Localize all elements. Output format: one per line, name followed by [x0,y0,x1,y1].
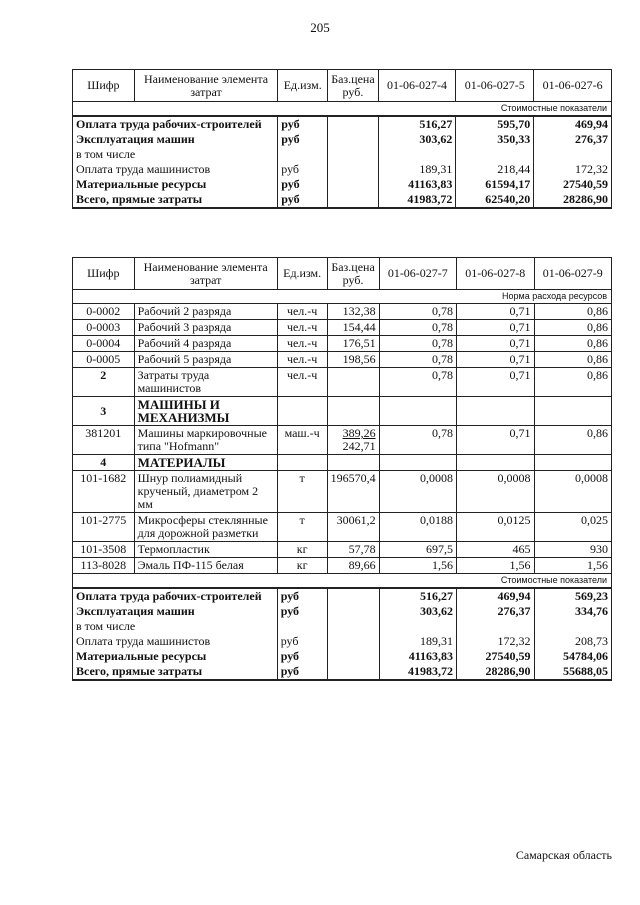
row-value-3: 0,86 [534,426,611,455]
row-price [327,649,379,664]
row-code: 0-0005 [73,352,135,368]
row-price [328,177,378,192]
row-name: Затраты труда машинистов [134,368,277,397]
row-price [327,634,379,649]
row-value-1: 0,78 [379,320,456,336]
row-value-3: 334,76 [534,604,611,619]
row-value-1: 303,62 [379,604,456,619]
row-value-1: 189,31 [379,634,456,649]
header-col-1: 01-06-027-7 [379,258,456,290]
row-name: Оплата труда рабочих-строителей [73,116,278,132]
row-value-3 [534,619,611,634]
band-label: Стоимостные показатели [73,102,612,117]
header-col-2: 01-06-027-8 [457,258,534,290]
row-unit: чел.-ч [277,368,327,397]
row-price: 198,56 [327,352,379,368]
summary-row [73,634,612,649]
row-price: 154,44 [327,320,379,336]
row-value-1: 41983,72 [378,192,456,208]
header-unit: Ед.изм. [278,70,328,102]
row-price [328,192,378,208]
material-row [73,542,612,558]
row-code: 2 [73,368,135,397]
labor-row [73,336,612,352]
row-name: Оплата труда рабочих-строителей [73,588,278,604]
band-row [73,102,612,117]
header-name: Наименование элемента затрат [134,70,277,102]
row-value-3: 569,23 [534,588,611,604]
row-value-1: 1,56 [379,558,456,574]
row-price: 176,51 [327,336,379,352]
row-unit: чел.-ч [277,304,327,320]
machine-row [73,426,612,455]
row-price: 132,38 [327,304,379,320]
section-code: 4 [73,455,135,471]
row-value-3: 1,56 [534,558,611,574]
material-row [73,471,612,513]
header-code: Шифр [73,258,135,290]
row-value-1 [379,619,456,634]
summary-row [73,116,612,132]
row-value-3: 54784,06 [534,649,611,664]
header-code: Шифр [73,70,135,102]
empty-cell [327,397,379,426]
row-value-1: 516,27 [379,588,456,604]
row-name: Материальные ресурсы [73,649,278,664]
empty-cell [277,397,327,426]
header-base-price: Баз.цена руб. [328,70,378,102]
row-price [327,426,379,455]
summary-row [73,604,612,619]
row-value-2: 172,32 [457,634,534,649]
summary-row [73,162,612,177]
row-unit: руб [278,192,328,208]
header-unit: Ед.изм. [277,258,327,290]
summary-row [73,192,612,208]
row-name: Эмаль ПФ-115 белая [134,558,277,574]
row-value-2: 218,44 [456,162,534,177]
row-value-2: 0,71 [457,368,534,397]
row-value-2: 350,33 [456,132,534,147]
row-price [327,368,379,397]
row-value-2: 276,37 [457,604,534,619]
row-unit: руб [278,132,328,147]
machines-section-row [73,397,612,426]
operators-row [73,368,612,397]
row-value-2: 27540,59 [457,649,534,664]
summary-row [73,132,612,147]
summary-row [73,177,612,192]
row-value-1: 41983,72 [379,664,456,680]
row-code: 101-2775 [73,513,135,542]
row-price: 196570,4 [327,471,379,513]
row-unit: маш.-ч [277,426,327,455]
summary-row [73,619,612,634]
row-price: 89,66 [327,558,379,574]
row-name: Термопластик [134,542,277,558]
material-rows [73,471,612,574]
row-name: в том числе [73,147,278,162]
row-value-3: 0,86 [534,304,611,320]
row-value-3: 172,32 [534,162,612,177]
material-row [73,513,612,542]
row-value-3: 930 [534,542,611,558]
row-value-2: 0,71 [457,352,534,368]
row-value-2: 0,71 [457,336,534,352]
band-row [73,574,612,589]
row-value-3: 0,025 [534,513,611,542]
row-value-1: 697,5 [379,542,456,558]
row-unit: руб [277,604,327,619]
row-value-1: 0,78 [379,426,456,455]
row-value-3: 55688,05 [534,664,611,680]
row-value-2: 28286,90 [457,664,534,680]
row-name: Шнур полиамидный крученый, диаметром 2 мм [134,471,277,513]
price-main: 389,26 [342,426,376,440]
row-value-1: 0,78 [379,352,456,368]
row-price [328,132,378,147]
row-price [328,116,378,132]
row-unit [278,147,328,162]
header-col-2: 01-06-027-5 [456,70,534,102]
row-value-1: 0,78 [379,368,456,397]
row-unit: кг [277,558,327,574]
row-unit: кг [277,542,327,558]
summary-row [73,147,612,162]
row-price [328,147,378,162]
row-code: 0-0003 [73,320,135,336]
row-value-2: 595,70 [456,116,534,132]
section-title: МАТЕРИАЛЫ [134,455,277,471]
row-value-3: 0,86 [534,336,611,352]
row-unit: руб [278,116,328,132]
row-name: Эксплуатация машин [73,132,278,147]
row-unit [277,619,327,634]
row-unit: руб [277,634,327,649]
row-value-2: 62540,20 [456,192,534,208]
row-unit: руб [278,162,328,177]
row-value-1 [378,147,456,162]
row-value-3: 28286,90 [534,192,612,208]
row-value-1: 189,31 [378,162,456,177]
header-col-1: 01-06-027-4 [378,70,456,102]
row-name: Машины маркировочные типа "Hofmann" [134,426,277,455]
row-unit: руб [278,177,328,192]
row-price [327,664,379,680]
materials-section-row [73,455,612,471]
row-value-3: 0,86 [534,368,611,397]
row-unit: чел.-ч [277,336,327,352]
row-value-2 [456,147,534,162]
row-value-1: 0,0008 [379,471,456,513]
row-value-3: 208,73 [534,634,611,649]
row-code: 381201 [73,426,135,455]
row-price: 57,78 [327,542,379,558]
row-value-3: 0,0008 [534,471,611,513]
header-col-3: 01-06-027-9 [534,258,611,290]
cost-table-1 [72,69,612,209]
summary-row [73,588,612,604]
section-title: МАШИНЫ И МЕХАНИЗМЫ [134,397,277,426]
row-price [327,588,379,604]
row-code: 113-8028 [73,558,135,574]
row-price [327,619,379,634]
row-code: 101-3508 [73,542,135,558]
summary-row [73,649,612,664]
labor-row [73,352,612,368]
row-name: Материальные ресурсы [73,177,278,192]
empty-cell [534,397,611,426]
row-name: Рабочий 3 разряда [134,320,277,336]
row-value-1: 0,78 [379,336,456,352]
row-name: Рабочий 5 разряда [134,352,277,368]
row-value-1: 303,62 [378,132,456,147]
row-value-2: 0,71 [457,304,534,320]
region-footer: Самарская область [515,848,612,862]
row-price: 30061,2 [327,513,379,542]
band-cost-label: Стоимостные показатели [73,574,612,589]
row-unit: т [277,471,327,513]
row-name: Всего, прямые затраты [73,664,278,680]
row-value-2: 0,0008 [457,471,534,513]
row-name: Микросферы стеклянные для дорожной разметки [134,513,277,542]
row-value-3: 27540,59 [534,177,612,192]
row-unit: т [277,513,327,542]
cost-table-2 [72,257,612,681]
labor-rows [73,304,612,368]
row-name: Рабочий 4 разряда [134,336,277,352]
row-value-2: 0,0125 [457,513,534,542]
row-value-2: 0,71 [457,320,534,336]
row-value-1: 41163,83 [379,649,456,664]
price-operator: 242,71 [342,439,376,453]
section-code: 3 [73,397,135,426]
header-base-price: Баз.цена руб. [327,258,379,290]
row-unit: чел.-ч [277,320,327,336]
header-col-3: 01-06-027-6 [534,70,612,102]
summary-row [73,664,612,680]
row-value-1: 516,27 [378,116,456,132]
row-name: Эксплуатация машин [73,604,278,619]
empty-cell [534,455,611,471]
row-value-1: 0,0188 [379,513,456,542]
row-value-2 [457,619,534,634]
row-value-3: 469,94 [534,116,612,132]
page-number: 205 [310,20,330,35]
row-value-3 [534,147,612,162]
row-name: Всего, прямые затраты [73,192,278,208]
row-unit: руб [277,649,327,664]
row-value-2: 61594,17 [456,177,534,192]
band-row [73,290,612,304]
row-value-2: 465 [457,542,534,558]
header-name: Наименование элемента затрат [134,258,277,290]
empty-cell [457,397,534,426]
row-value-1: 41163,83 [378,177,456,192]
empty-cell [277,455,327,471]
row-name: Оплата труда машинистов [73,634,278,649]
row-code: 0-0004 [73,336,135,352]
row-value-2: 1,56 [457,558,534,574]
band-norm-label: Норма расхода ресурсов [73,290,612,304]
row-name: Оплата труда машинистов [73,162,278,177]
row-code: 0-0002 [73,304,135,320]
row-unit: руб [277,588,327,604]
row-value-2: 0,71 [457,426,534,455]
row-name: Рабочий 2 разряда [134,304,277,320]
row-price [328,162,378,177]
empty-cell [457,455,534,471]
table-header-row [73,70,612,102]
row-value-3: 276,37 [534,132,612,147]
row-value-2: 469,94 [457,588,534,604]
row-name: в том числе [73,619,278,634]
row-price [327,604,379,619]
row-unit: руб [277,664,327,680]
table-header-row [73,258,612,290]
summary-rows [73,116,612,208]
empty-cell [379,397,456,426]
row-value-3: 0,86 [534,352,611,368]
row-unit: чел.-ч [277,352,327,368]
summary-rows [73,588,612,680]
row-code: 101-1682 [73,471,135,513]
empty-cell [379,455,456,471]
row-value-1: 0,78 [379,304,456,320]
material-row [73,558,612,574]
empty-cell [327,455,379,471]
row-value-3: 0,86 [534,320,611,336]
labor-row [73,304,612,320]
labor-row [73,320,612,336]
